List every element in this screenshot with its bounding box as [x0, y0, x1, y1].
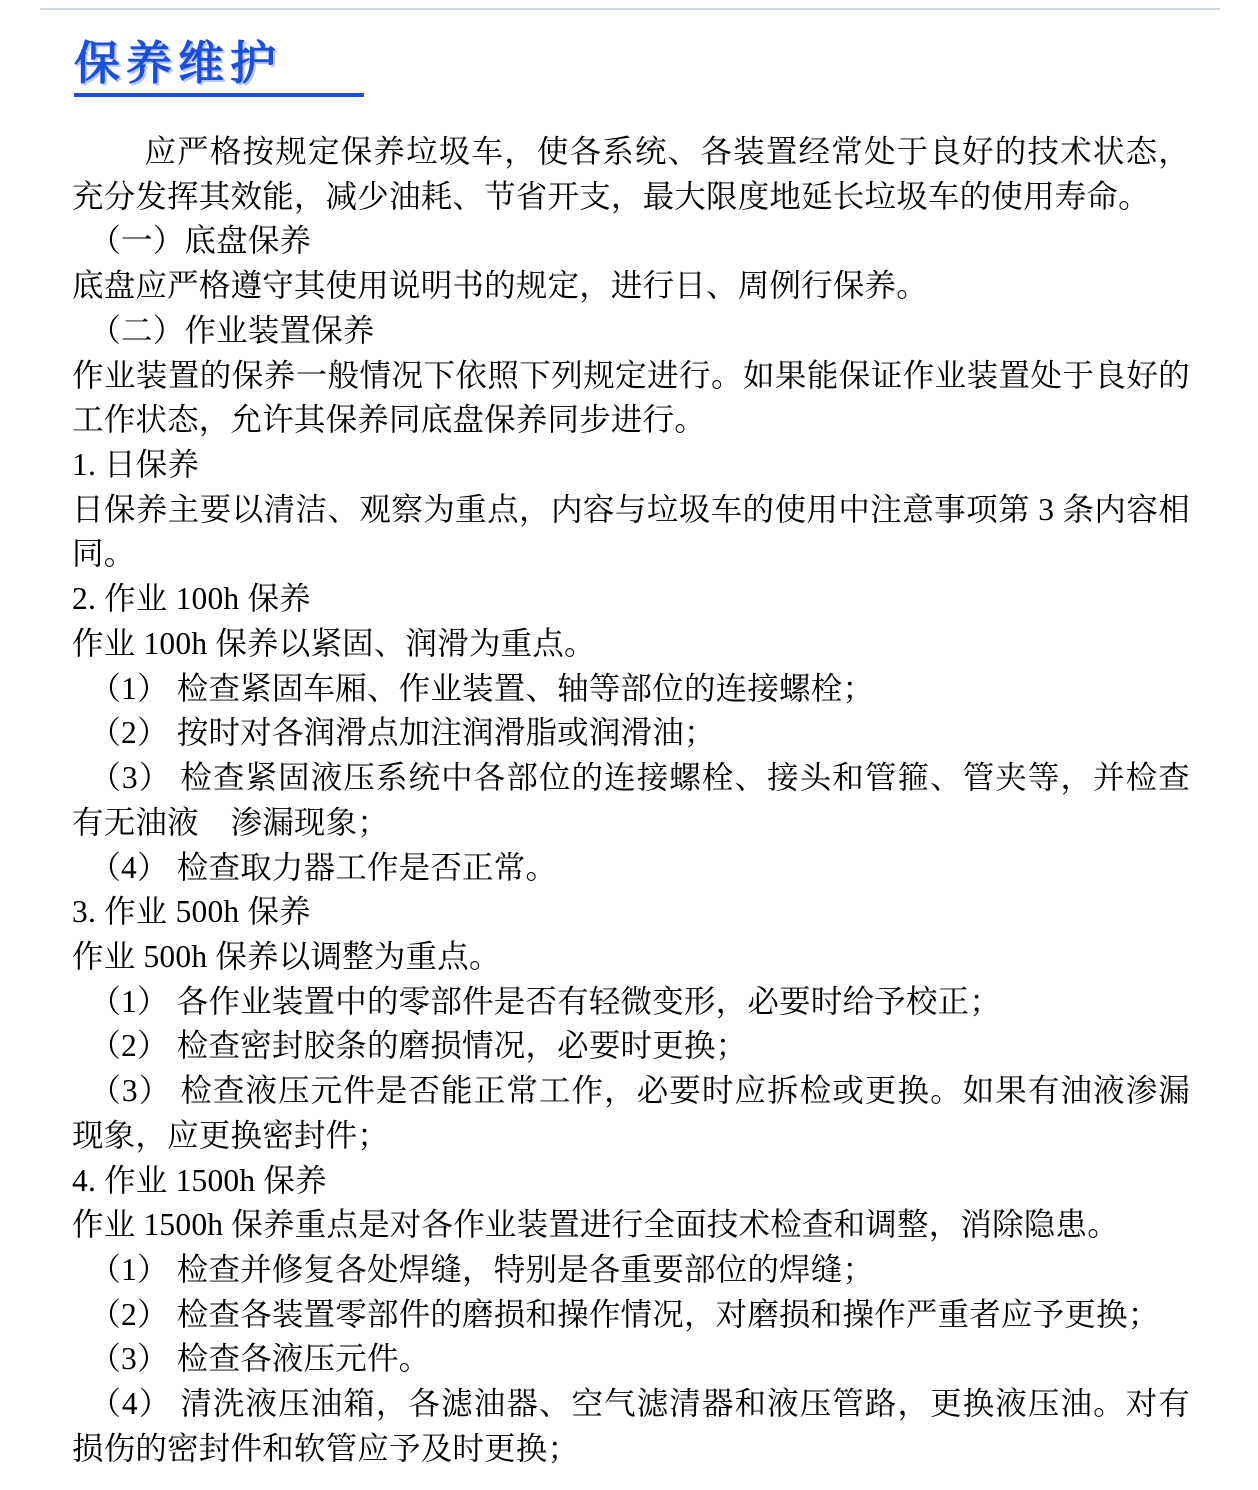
paragraph: 作业 1500h 保养重点是对各作业装置进行全面技术检查和调整，消除隐患。 [72, 1207, 1119, 1243]
page-title: 保养维护 [74, 36, 282, 90]
paragraph: 底盘应严格遵守其使用说明书的规定，进行日、周例行保养。 [72, 268, 928, 304]
page-title-block [74, 38, 364, 97]
paragraph: （2） 检查各装置零部件的磨损和操作情况，对磨损和操作严重者应予更换； [89, 1296, 1160, 1332]
paragraph: （3） 检查液压元件是否能正常工作，必要时应拆检或更换。如果有油液渗漏现象，应更换密封件； [72, 1073, 1190, 1153]
paragraph: （3） 检查各液压元件。 [89, 1341, 431, 1377]
paragraph: （3） 检查紧固液压系统中各部位的连接螺栓、接头和管箍、管夹等，并检查有无油液 渗漏现象； [72, 760, 1190, 840]
top-divider [40, 8, 1220, 10]
paragraph: （一）底盘保养 [89, 223, 312, 259]
document-body [72, 130, 1190, 1472]
paragraph: 应严格按规定保养垃圾车，使各系统、各装置经常处于良好的技术状态，充分发挥其效能，减少油耗、节省开支，最大限度地延长垃圾车的使用寿命。 [72, 134, 1190, 214]
paragraph: 作业 100h 保养以紧固、润滑为重点。 [72, 625, 596, 661]
paragraph: （4） 检查取力器工作是否正常。 [89, 849, 558, 885]
paragraph: （4） 清洗液压油箱，各滤油器、空气滤清器和液压管路，更换液压油。对有损伤的密封件和软管应予及时更换； [72, 1386, 1190, 1466]
paragraph: 2. 作业 100h 保养 [72, 581, 311, 617]
title-underline [74, 93, 364, 97]
paragraph: （二）作业装置保养 [89, 312, 375, 348]
paragraph: 1. 日保养 [72, 447, 200, 483]
paragraph: 日保养主要以清洁、观察为重点，内容与垃圾车的使用中注意事项第 3 条内容相同。 [72, 491, 1190, 572]
paragraph: （1） 检查紧固车厢、作业装置、轴等部位的连接螺栓； [89, 670, 875, 706]
paragraph: 3. 作业 500h 保养 [72, 894, 311, 930]
paragraph: （1） 检查并修复各处焊缝，特别是各重要部位的焊缝； [89, 1251, 875, 1287]
paragraph: 作业装置的保养一般情况下依照下列规定进行。如果能保证作业装置处于良好的工作状态，允许其保养同底盘保养同步进行。 [72, 357, 1190, 438]
paragraph: （2） 检查密封胶条的磨损情况，必要时更换； [89, 1028, 748, 1064]
paragraph: （1） 各作业装置中的零部件是否有轻微变形，必要时给予校正； [89, 983, 1001, 1019]
paragraph: 4. 作业 1500h 保养 [72, 1162, 327, 1198]
paragraph: 作业 500h 保养以调整为重点。 [72, 938, 501, 974]
paragraph: （2） 按时对各润滑点加注润滑脂或润滑油； [89, 715, 716, 751]
